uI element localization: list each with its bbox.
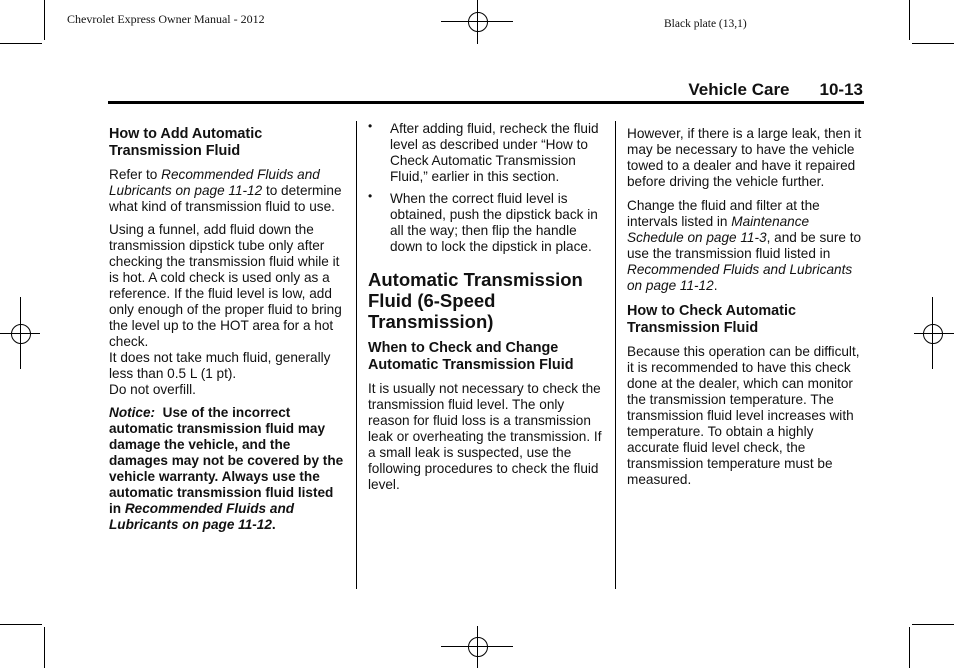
text: Using a funnel, add fluid down the transmission dipstick tube only after checking the transmission fluid while it is hot. A cold check is used only as a reference. If the fluid level is low, add only enough of the proper fluid to bring the level up to the HOT area for a hot check. [109,222,342,349]
crop-mark [909,627,910,668]
cross-reference[interactable]: Recommended Fluids and Lubricants on page 11-12 [109,501,295,532]
cross-reference[interactable]: Maintenance Schedule on page 11-3 [627,214,810,245]
paragraph: Because this operation can be difficult, it is recommended to have this check done at the dealer, which can monitor the transmission temperature. The transmission fluid level increases with temperature. To obtain a highly accurate fluid level check, the transmission temperature must be measured. [627,344,860,487]
text: It does not take much fluid, generally less than 0.5 L (1 pt). [109,350,331,381]
section-title: Vehicle Care [688,80,790,99]
notice-paragraph [109,405,345,533]
crop-mark [44,0,45,40]
text: to determine what kind of transmission fluid to use. [109,183,342,214]
bullet-icon: • [368,119,373,133]
text: Use of the incorrect automatic transmission fluid may damage the vehicle, and the damages may not be covered by the vehicle warranty. Always use the automatic transmission fluid listed in [109,405,347,516]
column-divider [615,121,616,589]
crop-mark [44,627,45,668]
column-1 [109,126,345,540]
bullet-icon: • [368,189,373,203]
paragraph: It is usually not necessary to check the transmission fluid level. The only reason for fluid loss is a transmission leak or overheating the transmission. If a small leak is suspected, use the following procedures to check the fluid level. [368,381,602,492]
running-head [688,80,863,100]
how-to-check-heading: How to Check Automatic Transmission Fluid [627,303,796,336]
registration-circle [923,324,943,344]
crop-mark [0,43,42,44]
paragraph [109,167,345,215]
paragraph [627,198,867,294]
page-number: 10-13 [819,80,863,99]
document-title: Chevrolet Express Owner Manual - 2012 [67,12,265,26]
text: After adding fluid, recheck the fluid level as described under “How to Check Automatic Transmission Fluid,” earlier in this section. [390,121,599,184]
crop-mark [912,624,954,625]
list-item [368,191,604,255]
text: , and be sure to use the transmission fluid listed in [627,230,862,261]
notice-label: Notice: [109,405,156,420]
bullet-list [368,121,604,255]
paragraph: However, if there is a large leak, then it may be necessary to have the vehicle towed to a dealer and have it repaired before driving the vehicle further. [627,126,862,189]
cross-reference[interactable]: Recommended Fluids and Lubricants on page 11-12 [109,167,320,198]
registration-circle [11,324,31,344]
plate-label: Black plate (13,1) [664,18,747,30]
paragraph [109,222,345,398]
text: Change the fluid and filter at the intervals listed in [627,198,820,229]
column-2 [368,121,604,500]
when-to-check-heading: When to Check and Change Automatic Transmission Fluid [368,340,574,373]
text: Refer to [109,167,162,182]
text: When the correct fluid level is obtained, push the dipstick back in all the way; then flip the handle down to lock the dipstick in place. [390,191,598,254]
crop-mark [912,43,954,44]
column-3 [627,126,867,495]
header-rule [108,101,864,104]
text: . [713,278,718,293]
column-divider [356,121,357,589]
text: . [271,517,276,532]
text: Do not overfill. [109,382,196,397]
registration-circle [468,637,488,657]
crop-mark [0,624,42,625]
list-item [368,121,604,185]
crop-mark [909,0,910,40]
add-fluid-heading: How to Add Automatic Transmission Fluid [109,126,263,159]
registration-circle [468,12,488,32]
section-title: Automatic Transmission Fluid (6-Speed Transmission) [368,269,583,332]
cross-reference[interactable]: Recommended Fluids and Lubricants on page 11-12 [627,262,853,293]
